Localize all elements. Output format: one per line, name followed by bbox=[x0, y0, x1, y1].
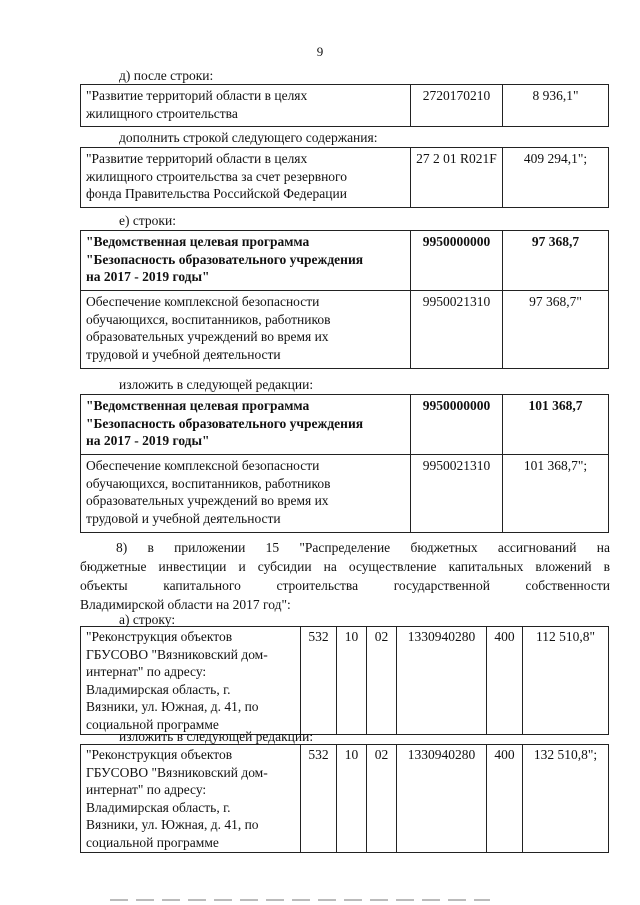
name-line: Владимирская область, г. bbox=[86, 681, 231, 697]
amount-cell: 101 368,7 bbox=[503, 395, 609, 455]
amount-cell: 97 368,7 bbox=[503, 231, 609, 291]
table-after-row bbox=[80, 84, 609, 127]
row-name-cell bbox=[81, 85, 411, 127]
amount-cell: 112 510,8" bbox=[523, 627, 609, 735]
name-line: на 2017 - 2019 годы" bbox=[86, 269, 210, 285]
row-name-cell bbox=[81, 395, 411, 455]
code-cell: 9950000000 bbox=[411, 395, 503, 455]
name-line: социальной программе bbox=[86, 716, 219, 732]
section-cell: 10 bbox=[337, 745, 367, 853]
name-line: интернат" по адресу: bbox=[86, 782, 207, 798]
name-line: ГБУСОВО "Вязниковский дом- bbox=[86, 764, 268, 780]
row-name-cell bbox=[81, 627, 301, 735]
table-capital-original bbox=[80, 626, 609, 735]
code-cell: 9950000000 bbox=[411, 231, 503, 291]
code-cell: 9950021310 bbox=[411, 291, 503, 369]
name-line: "Реконструкция объектов bbox=[86, 629, 233, 644]
ministry-code-cell: 532 bbox=[301, 627, 337, 735]
table-row bbox=[81, 291, 609, 369]
name-line: "Развитие территорий области в целях bbox=[86, 88, 308, 103]
row-name-cell bbox=[81, 231, 411, 291]
name-line: Обеспечение комплексной безопасности bbox=[86, 458, 320, 473]
code-cell: 1330940280 bbox=[397, 627, 487, 735]
table-row bbox=[81, 455, 609, 533]
name-line: жилищного строительства bbox=[86, 105, 238, 121]
table-added-row bbox=[80, 147, 609, 208]
amount-cell: 101 368,7"; bbox=[503, 455, 609, 533]
name-line: Вязники, ул. Южная, д. 41, по bbox=[86, 817, 259, 833]
row-name-cell bbox=[81, 291, 411, 369]
caption-d: д) после строки: bbox=[119, 68, 214, 83]
caption-a: а) строку: bbox=[119, 612, 176, 627]
name-line: ГБУСОВО "Вязниковский дом- bbox=[86, 646, 268, 662]
table-original-rows bbox=[80, 230, 609, 369]
row-name-cell bbox=[81, 148, 411, 208]
name-line: Вязники, ул. Южная, д. 41, по bbox=[86, 699, 259, 715]
code-cell: 2720170210 bbox=[411, 85, 503, 127]
name-line: фонда Правительства Российской Федерации bbox=[86, 186, 347, 202]
table-row bbox=[81, 395, 609, 455]
table-row bbox=[81, 745, 609, 853]
ministry-code-cell: 532 bbox=[301, 745, 337, 853]
name-line: "Реконструкция объектов bbox=[86, 747, 233, 762]
caption-e: е) строки: bbox=[119, 213, 176, 228]
row-name-cell bbox=[81, 745, 301, 853]
paragraph-line: Владимирской области на 2017 год": bbox=[80, 597, 291, 612]
name-line: обучающихся, воспитанников, работников bbox=[86, 311, 331, 327]
name-line: "Безопасность образовательного учреждения bbox=[86, 415, 364, 431]
page-number: 9 bbox=[316, 44, 324, 59]
table-row bbox=[81, 231, 609, 291]
name-line: трудовой и учебной деятельности bbox=[86, 510, 281, 526]
amount-cell: 409 294,1"; bbox=[503, 148, 609, 208]
paragraph-8 bbox=[80, 538, 610, 614]
row-name-cell bbox=[81, 455, 411, 533]
table-row bbox=[81, 627, 609, 735]
name-line: образовательных учреждений во время их bbox=[86, 493, 329, 509]
name-line: "Развитие территорий области в целях bbox=[86, 151, 308, 166]
name-line: обучающихся, воспитанников, работников bbox=[86, 475, 331, 491]
section-cell: 10 bbox=[337, 627, 367, 735]
caption-d-add: дополнить строкой следующего содержания: bbox=[119, 130, 378, 145]
name-line: трудовой и учебной деятельности bbox=[86, 346, 281, 362]
table-new-rows bbox=[80, 394, 609, 533]
caption-a-replace: изложить в следующей редакции: bbox=[119, 729, 314, 744]
name-line: Обеспечение комплексной безопасности bbox=[86, 294, 320, 309]
name-line: на 2017 - 2019 годы" bbox=[86, 433, 210, 449]
table-capital-new bbox=[80, 744, 609, 853]
name-line: Владимирская область, г. bbox=[86, 799, 231, 815]
code-cell: 27 2 01 R021F bbox=[411, 148, 503, 208]
amount-cell: 132 510,8"; bbox=[523, 745, 609, 853]
name-line: "Ведомственная целевая программа bbox=[86, 398, 310, 413]
expense-type-cell: 400 bbox=[487, 627, 523, 735]
code-cell: 9950021310 bbox=[411, 455, 503, 533]
amount-cell: 97 368,7" bbox=[503, 291, 609, 369]
name-line: жилищного строительства за счет резервного bbox=[86, 168, 347, 184]
name-line: "Безопасность образовательного учреждения bbox=[86, 251, 364, 267]
subsection-cell: 02 bbox=[367, 627, 397, 735]
expense-type-cell: 400 bbox=[487, 745, 523, 853]
name-line: социальной программе bbox=[86, 834, 219, 850]
name-line: интернат" по адресу: bbox=[86, 664, 207, 680]
table-row bbox=[81, 85, 609, 127]
paragraph-line: 8) в приложении 15 "Распределение бюджетных ассигнований на bbox=[116, 540, 610, 555]
amount-cell: 8 936,1" bbox=[503, 85, 609, 127]
paragraph-line: бюджетные инвестиции и субсидии на осуществление капитальных вложений в bbox=[80, 559, 610, 574]
table-row bbox=[81, 148, 609, 208]
scan-artifact-line bbox=[110, 899, 490, 901]
paragraph-line: объекты капитального строительства государственной собственности bbox=[80, 578, 610, 593]
subsection-cell: 02 bbox=[367, 745, 397, 853]
code-cell: 1330940280 bbox=[397, 745, 487, 853]
name-line: образовательных учреждений во время их bbox=[86, 329, 329, 345]
name-line: "Ведомственная целевая программа bbox=[86, 234, 310, 249]
caption-e-replace: изложить в следующей редакции: bbox=[119, 377, 314, 392]
